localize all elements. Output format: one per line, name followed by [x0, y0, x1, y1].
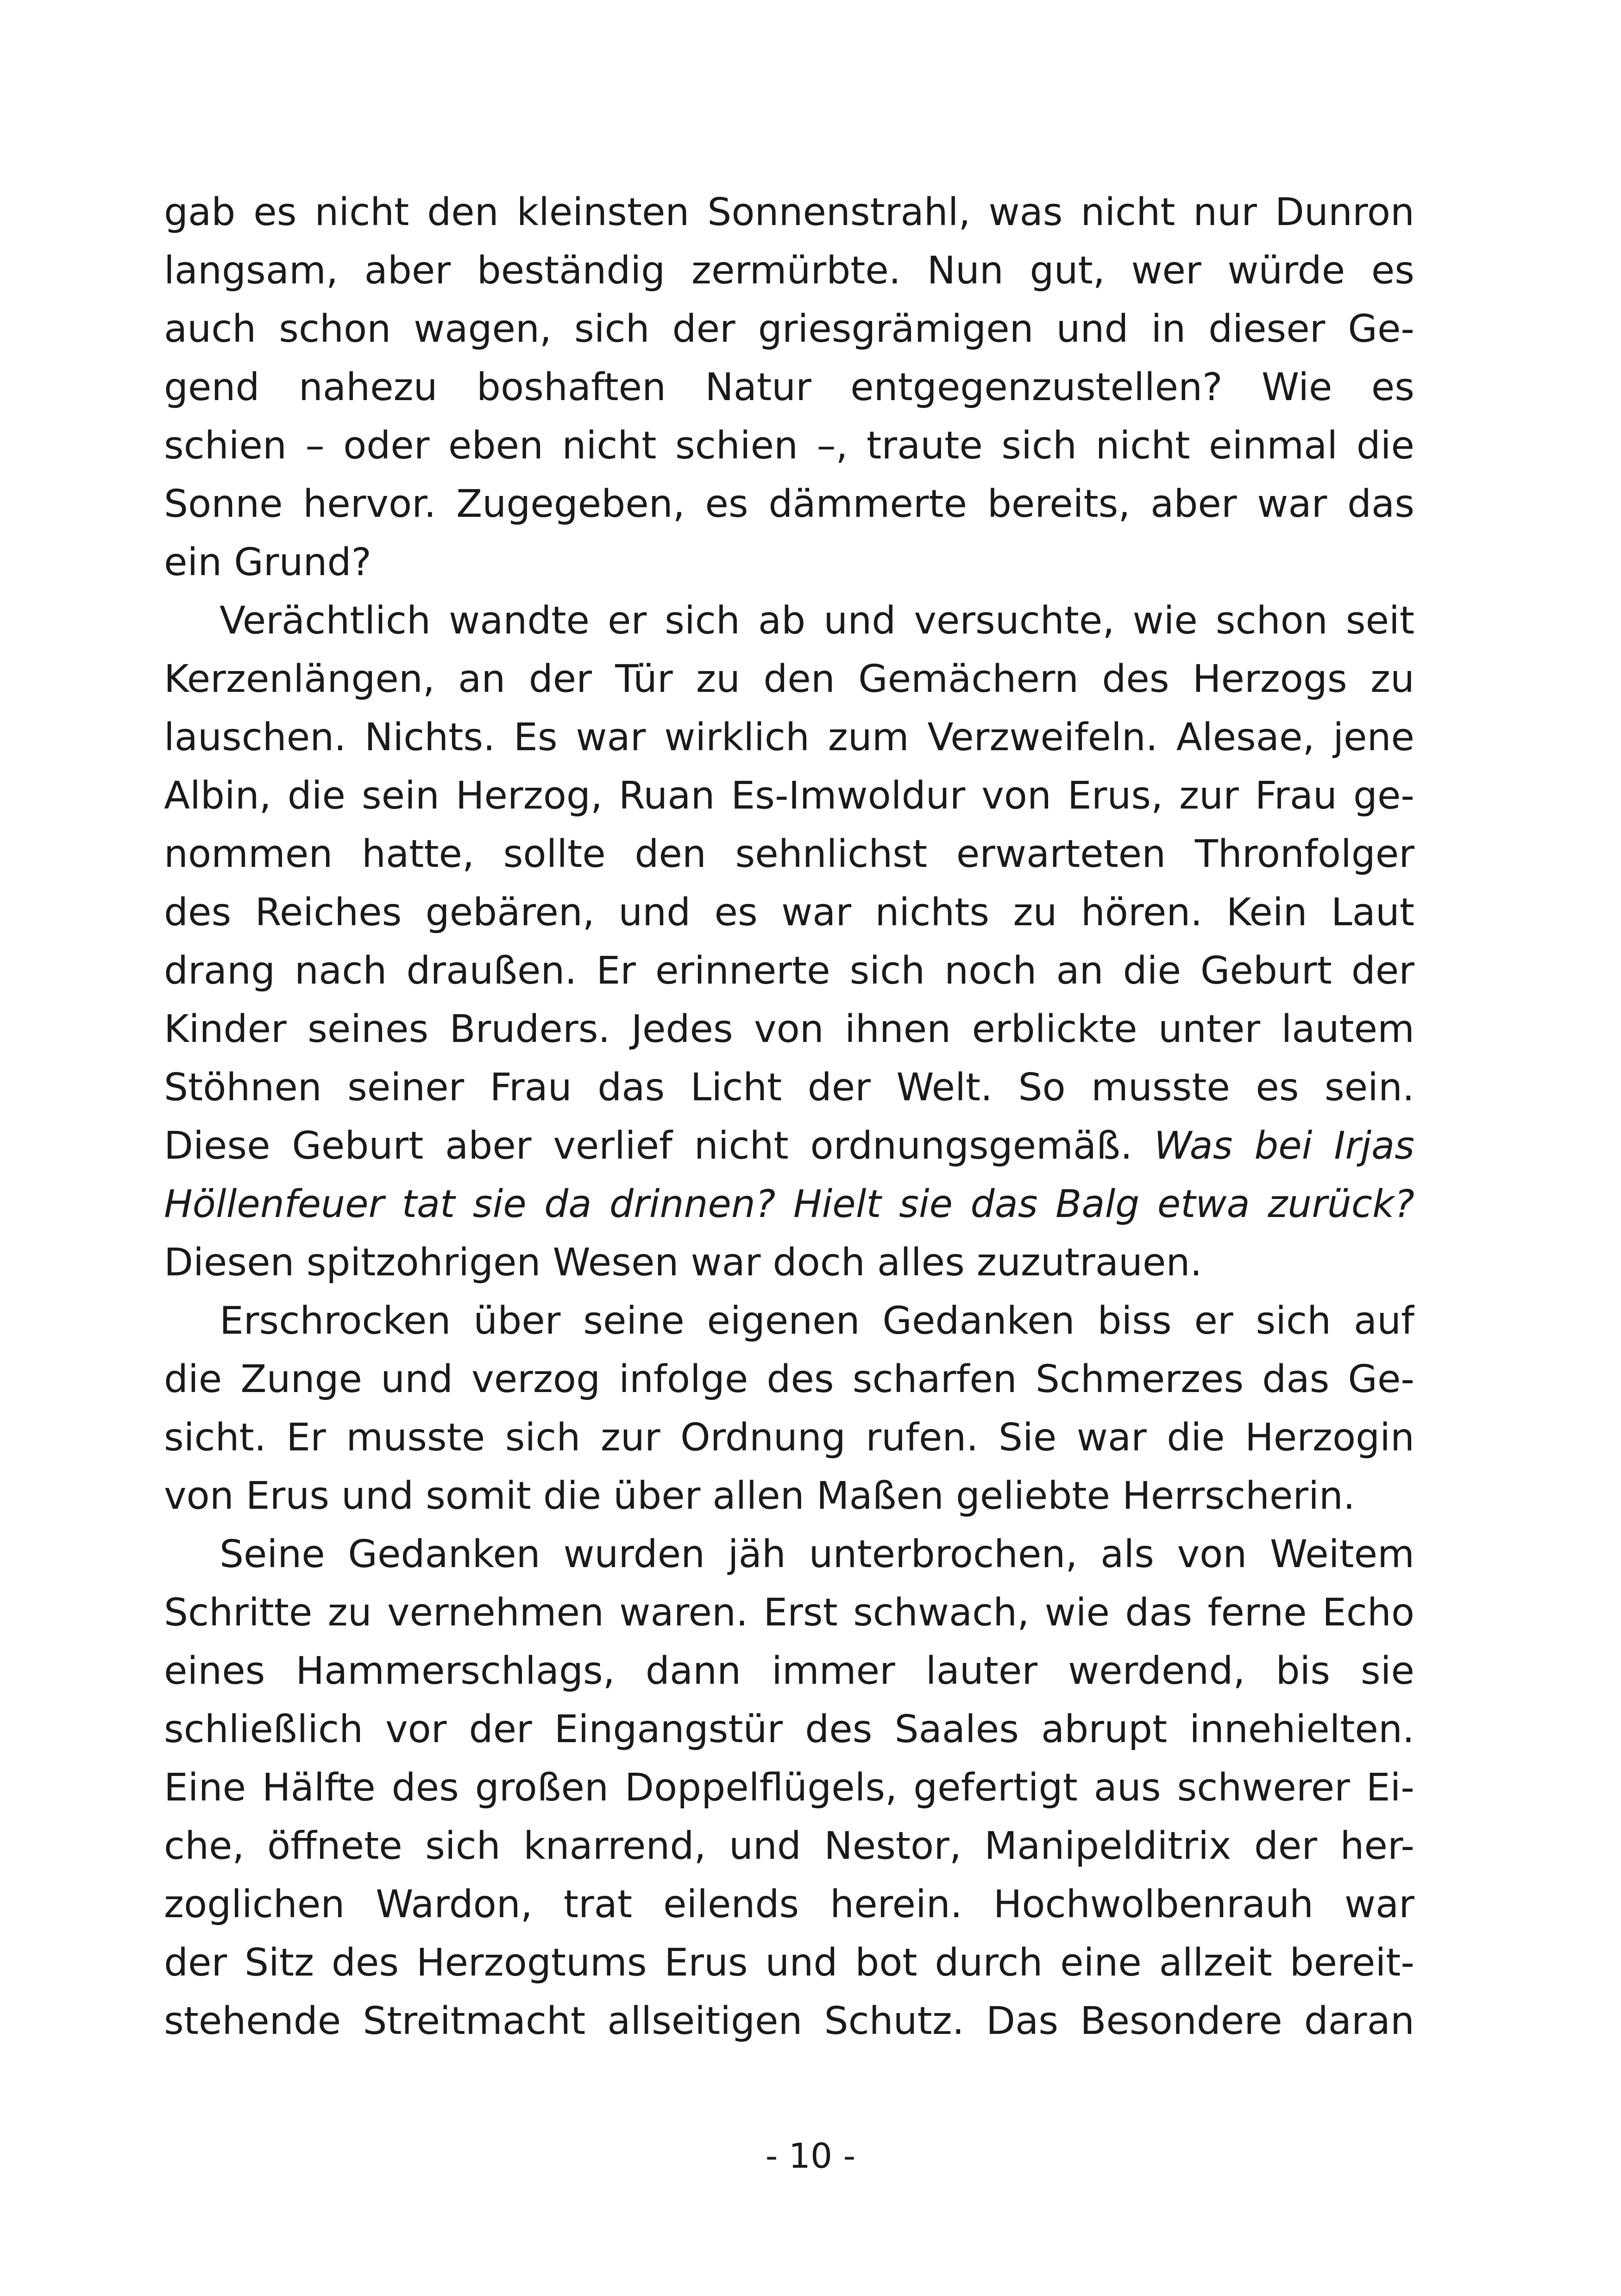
text-line	[164, 358, 1414, 417]
text-line	[164, 300, 1414, 358]
text-line-content: stehende Streitmacht allseitigen Schutz. Das Besondere daran	[164, 1999, 1414, 2043]
text-line-content: Kerzenlängen, an der Tür zu den Gemächern des Herzogs zu	[164, 657, 1414, 701]
text-line	[164, 1817, 1414, 1876]
text-line	[164, 1759, 1414, 1817]
text-line-content: Albin, die sein Herzog, Ruan Es-Imwoldur von Erus, zur Frau ge-	[164, 774, 1414, 818]
text-line	[164, 1525, 1414, 1584]
text-line	[164, 1642, 1414, 1700]
text-line-content: Schritte zu vernehmen waren. Erst schwach, wie das ferne Echo	[164, 1591, 1414, 1635]
text-line	[164, 1000, 1414, 1059]
text-line	[164, 1992, 1414, 2051]
text-line	[164, 884, 1414, 942]
text-line-content: Diesen spitzohrigen Wesen war doch alles zuzutrauen.	[164, 1241, 1202, 1285]
text-line-content: Seine Gedanken wurden jäh unterbrochen, als von Weitem	[220, 1532, 1414, 1576]
text-line-content: Verächtlich wandte er sich ab und versuchte, wie schon seit	[220, 599, 1414, 643]
text-line	[164, 942, 1414, 1000]
text-line-content: langsam, aber beständig zermürbte. Nun gut, wer würde es	[164, 249, 1414, 293]
text-line-content: lauschen. Nichts. Es war wirklich zum Verzweifeln. Alesae, jene	[164, 715, 1414, 759]
text-line	[164, 1934, 1414, 1992]
text-line	[164, 1059, 1414, 1117]
text-line	[164, 417, 1414, 475]
text-line	[164, 767, 1414, 825]
text-line-content: schließlich vor der Eingangstür des Saales abrupt innehielten.	[164, 1707, 1414, 1751]
text-line	[164, 1234, 1414, 1292]
text-line	[164, 1350, 1414, 1409]
text-line	[164, 592, 1414, 650]
text-line-content: Sonne hervor. Zugegeben, es dämmerte bereits, aber war das	[164, 482, 1414, 526]
text-line-content: Diese Geburt aber verlief nicht ordnungsgemäß.	[164, 1124, 1133, 1168]
text-line	[164, 1117, 1414, 1175]
text-line	[164, 1467, 1414, 1525]
text-line	[164, 183, 1414, 242]
text-line-content: sicht. Er musste sich zur Ordnung rufen. Sie war die Herzogin	[164, 1416, 1414, 1460]
text-line-content: auch schon wagen, sich der griesgrämigen und in dieser Ge-	[164, 307, 1414, 351]
text-line-content: die Zunge und verzog infolge des scharfen Schmerzes das Ge-	[164, 1357, 1414, 1401]
text-line-content: ein Grund?	[164, 540, 372, 584]
text-line	[164, 650, 1414, 709]
italic-text: Was bei Irjas	[1154, 1124, 1414, 1168]
text-line-content: der Sitz des Herzogtums Erus und bot durch eine allzeit bereit-	[164, 1941, 1414, 1985]
text-line	[164, 1175, 1414, 1234]
text-line	[164, 1584, 1414, 1642]
text-line-content: che, öffnete sich knarrend, und Nestor, Manipelditrix der her-	[164, 1824, 1414, 1868]
text-line-content: Stöhnen seiner Frau das Licht der Welt. So musste es sein.	[164, 1066, 1414, 1110]
page-number: - 10 -	[765, 2136, 856, 2176]
text-line	[164, 1876, 1414, 1934]
text-line	[164, 1700, 1414, 1759]
text-line	[164, 1409, 1414, 1467]
text-line-content: Eine Hälfte des großen Doppelflügels, gefertigt aus schwerer Ei-	[164, 1766, 1414, 1810]
text-line-content: von Erus und somit die über allen Maßen geliebte Herrscherin.	[164, 1474, 1355, 1518]
text-line-content: gend nahezu boshaften Natur entgegenzustellen? Wie es	[164, 365, 1414, 409]
text-line-content: Erschrocken über seine eigenen Gedanken biss er sich auf	[220, 1299, 1414, 1343]
text-line	[164, 475, 1414, 533]
text-line	[164, 1292, 1414, 1350]
italic-text: Höllenfeuer tat sie da drinnen? Hielt sie das Balg etwa zurück?	[164, 1182, 1414, 1226]
text-line-content: Kinder seines Bruders. Jedes von ihnen erblickte unter lautem	[164, 1007, 1414, 1051]
text-line	[164, 242, 1414, 300]
text-line	[164, 533, 1414, 592]
text-line-content: drang nach draußen. Er erinnerte sich noch an die Geburt der	[164, 949, 1414, 993]
text-line	[164, 825, 1414, 884]
text-line-content: nommen hatte, sollte den sehnlichst erwarteten Thronfolger	[164, 832, 1414, 876]
text-line	[164, 709, 1414, 767]
text-line-content: schien – oder eben nicht schien –, traute sich nicht einmal die	[164, 424, 1414, 468]
text-line-content: gab es nicht den kleinsten Sonnenstrahl, was nicht nur Dunron	[164, 190, 1414, 234]
text-line-content: eines Hammerschlags, dann immer lauter werdend, bis sie	[164, 1649, 1414, 1693]
text-line-content: zoglichen Wardon, trat eilends herein. Hochwolbenrauh war	[164, 1882, 1414, 1926]
text-line-content: des Reiches gebären, und es war nichts zu hören. Kein Laut	[164, 891, 1414, 935]
body-text	[164, 183, 1414, 2051]
